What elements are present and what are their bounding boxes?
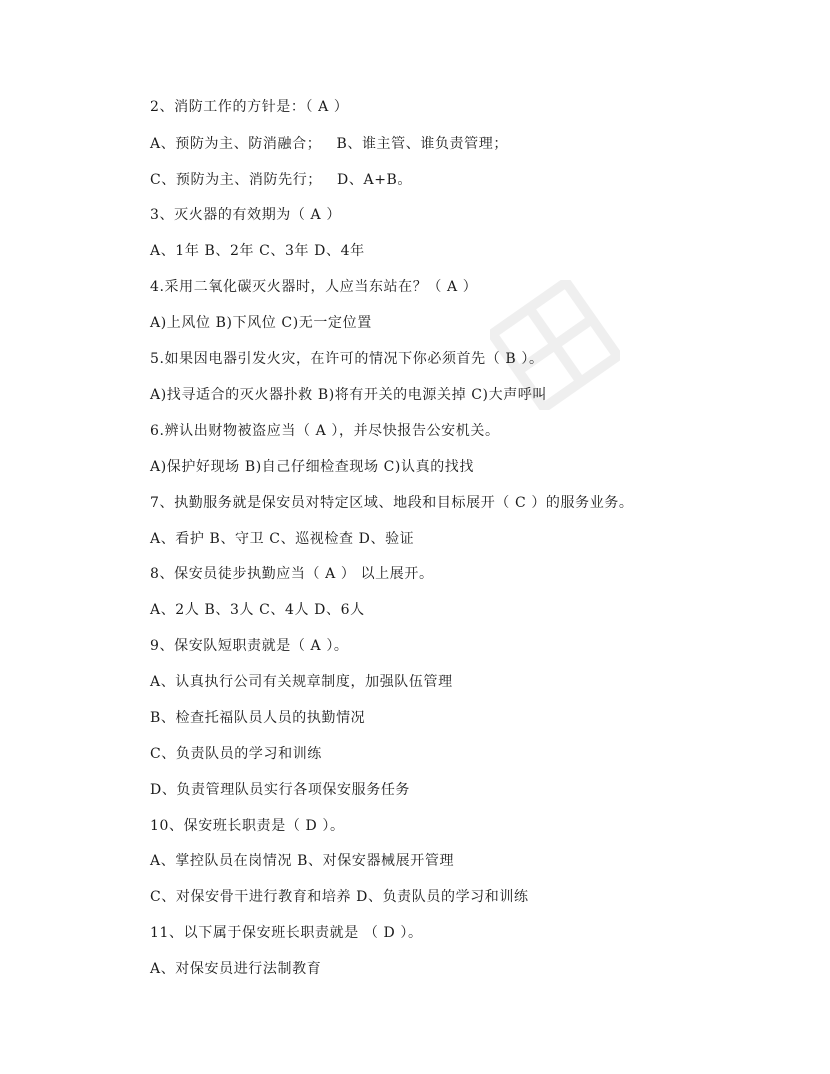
question-9: 9、保安队短职责就是（ A ）。: [150, 638, 349, 654]
question-6: 6.辨认出财物被盗应当（ A ），并尽快报告公安机关。: [150, 423, 500, 439]
question-11-option-a: A、对保安员进行法制教育: [150, 961, 322, 977]
question-5: 5.如果因电器引发火灾，在许可的情况下你必须首先（ B ）。: [150, 351, 544, 367]
question-7: 7、执勤服务就是保安员对特定区域、地段和目标展开（ C ）的服务业务。: [150, 495, 634, 511]
question-9-option-c: C、负责队员的学习和训练: [150, 746, 322, 762]
question-8-options: A、2人 B、3人 C、4人 D、6人: [150, 602, 365, 618]
question-2: 2、消防工作的方针是：（ A ）: [150, 99, 349, 115]
question-4-options: A)上风位 B)下风位 C)无一定位置: [150, 315, 372, 331]
question-8: 8、保安员徒步执勤应当（ A ） 以上展开。: [150, 566, 434, 582]
question-10: 10、保安班长职责是（ D ）。: [150, 818, 345, 834]
question-9-option-d: D、负责管理队员实行各项保安服务任务: [150, 782, 411, 798]
question-9-option-b: B、检查托福队员人员的执勤情况: [150, 710, 366, 726]
question-10-options-ab: A、掌控队员在岗情况 B、对保安器械展开管理: [150, 853, 455, 869]
question-2-options-cd: C、预防为主、消防先行； D、A+B。: [150, 172, 413, 188]
question-10-options-cd: C、对保安骨干进行教育和培养 D、负责队员的学习和训练: [150, 889, 529, 905]
question-2-options-ab: A、预防为主、防消融合； B、谁主管、谁负责管理；: [150, 136, 508, 152]
question-11: 11、以下属于保安班长职责就是 （ D ）。: [150, 925, 423, 941]
question-3-options: A、1年 B、2年 C、3年 D、4年: [150, 243, 365, 259]
question-4: 4.采用二氧化碳灭火器时，人应当东站在？（ A ）: [150, 279, 478, 295]
question-3: 3、灭火器的有效期为（ A ）: [150, 207, 341, 223]
question-5-options: A)找寻适合的灭火器扑救 B)将有开关的电源关掉 C)大声呼叫: [150, 387, 547, 403]
question-6-options: A)保护好现场 B)自己仔细检查现场 C)认真的找找: [150, 459, 474, 475]
question-9-option-a: A、认真执行公司有关规章制度，加强队伍管理: [150, 674, 453, 690]
question-7-options: A、看护 B、守卫 C、巡视检查 D、验证: [150, 531, 415, 547]
